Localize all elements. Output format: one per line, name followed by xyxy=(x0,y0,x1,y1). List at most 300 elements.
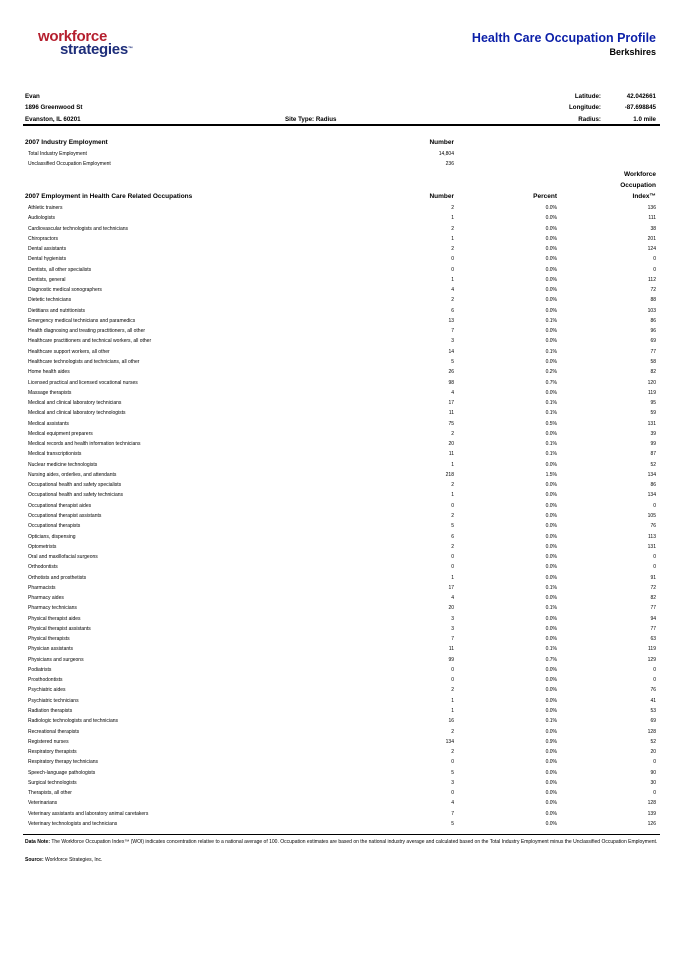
occupation-percent: 0.0% xyxy=(545,800,557,807)
occupation-index: 90 xyxy=(650,769,656,776)
occupation-number: 0 xyxy=(451,554,454,561)
table-row xyxy=(0,213,683,223)
occupation-number: 99 xyxy=(448,656,454,663)
occupation-index: 128 xyxy=(647,728,656,735)
occupation-name: Orthodontists xyxy=(28,564,58,571)
industry-unclassified-value: 236 xyxy=(445,161,454,167)
occupation-number: 11 xyxy=(448,646,454,653)
occupation-name: Orthotists and prosthetists xyxy=(28,574,87,581)
occupation-number: 75 xyxy=(448,420,454,427)
table-row xyxy=(0,419,683,429)
occupation-number: 6 xyxy=(451,533,454,540)
occupation-percent: 0.0% xyxy=(545,246,557,253)
occupation-index: 88 xyxy=(650,297,656,304)
occupation-number: 4 xyxy=(451,800,454,807)
occupation-index: 103 xyxy=(647,307,656,314)
occupation-name: Physical therapist aides xyxy=(28,615,81,622)
occupation-number: 6 xyxy=(451,307,454,314)
occupation-number: 0 xyxy=(451,502,454,509)
occupation-index: 134 xyxy=(647,492,656,499)
occupation-index: 52 xyxy=(650,461,656,468)
occupation-percent: 0.0% xyxy=(545,502,557,509)
table-row xyxy=(0,593,683,603)
source-label: Source: xyxy=(25,857,44,863)
data-note-text: The Workforce Occupation Index™ (WOI) indicates concentration relative to a national average of 100. Occupation estimates are based on the national industry average and calculated based on the Total Industry Employment minus the Unclassified Occupation Employment. xyxy=(51,839,658,845)
table-row xyxy=(0,542,683,552)
occupation-number: 1 xyxy=(451,574,454,581)
occupation-percent: 0.7% xyxy=(545,656,557,663)
occupation-name: Radiologic technologists and technicians xyxy=(28,718,119,725)
table-row xyxy=(0,336,683,346)
occupation-name: Podiatrists xyxy=(28,666,52,673)
occupation-number: 5 xyxy=(451,358,454,365)
occupation-name: Dietitians and nutritionists xyxy=(28,307,85,314)
table-row xyxy=(0,224,683,234)
occupation-index: 77 xyxy=(650,348,656,355)
occupation-number: 2 xyxy=(451,246,454,253)
occupation-percent: 0.1% xyxy=(545,584,557,591)
table-row xyxy=(0,716,683,726)
address-street: 1896 Greenwood St xyxy=(25,104,83,111)
occupation-name: Registered nurses xyxy=(28,738,69,745)
company-logo xyxy=(38,30,133,56)
occupation-index: 39 xyxy=(650,430,656,437)
occupation-number: 0 xyxy=(451,256,454,263)
occupation-index: 0 xyxy=(653,677,656,684)
occupation-number: 0 xyxy=(451,564,454,571)
occupation-name: Physicians and surgeons xyxy=(28,656,84,663)
occupation-index: 86 xyxy=(650,317,656,324)
table-row xyxy=(0,798,683,808)
occupation-index: 0 xyxy=(653,266,656,273)
occupation-name: Pharmacists xyxy=(28,584,56,591)
occupation-number: 2 xyxy=(451,749,454,756)
occupation-name: Physical therapist assistants xyxy=(28,625,91,632)
table-row xyxy=(0,665,683,675)
occupation-percent: 0.0% xyxy=(545,523,557,530)
occupation-percent: 0.0% xyxy=(545,358,557,365)
occupation-index: 38 xyxy=(650,225,656,232)
occupation-percent: 0.0% xyxy=(545,533,557,540)
occupations-percent-header: Percent xyxy=(533,193,557,200)
index-header-line-1: Workforce xyxy=(623,171,656,178)
occupation-index: 131 xyxy=(647,543,656,550)
occupation-index: 59 xyxy=(650,410,656,417)
occupation-number: 20 xyxy=(448,441,454,448)
table-row xyxy=(0,254,683,264)
table-row xyxy=(0,388,683,398)
occupation-number: 2 xyxy=(451,728,454,735)
table-row xyxy=(0,306,683,316)
occupation-index: 87 xyxy=(650,451,656,458)
table-row xyxy=(0,501,683,511)
occupation-name: Physician assistants xyxy=(28,646,74,653)
occupation-number: 7 xyxy=(451,810,454,817)
table-row xyxy=(0,573,683,583)
table-row xyxy=(0,460,683,470)
occupation-percent: 0.0% xyxy=(545,307,557,314)
occupation-index: 119 xyxy=(648,389,656,396)
occupation-number: 11 xyxy=(448,451,454,458)
occupation-name: Athletic trainers xyxy=(28,205,63,211)
occupation-index: 96 xyxy=(650,328,656,335)
occupation-number: 0 xyxy=(451,666,454,673)
occupation-percent: 0.0% xyxy=(545,636,557,643)
occupation-index: 0 xyxy=(653,790,656,797)
occupation-number: 14 xyxy=(448,348,454,355)
occupation-name: Medical equipment preparers xyxy=(28,430,93,437)
table-row xyxy=(0,316,683,326)
occupation-percent: 0.1% xyxy=(545,605,557,612)
occupation-name: Chiropractors xyxy=(28,235,59,242)
table-row xyxy=(0,521,683,531)
occupation-name: Medical and clinical laboratory technologists xyxy=(28,410,126,417)
occupation-index: 76 xyxy=(650,687,656,694)
occupation-name: Pharmacy technicians xyxy=(28,605,77,612)
occupation-index: 72 xyxy=(650,287,656,294)
occupation-number: 2 xyxy=(451,430,454,437)
occupation-index: 0 xyxy=(653,256,656,263)
occupation-index: 76 xyxy=(650,523,656,530)
table-row xyxy=(0,234,683,244)
occupation-index: 136 xyxy=(647,205,656,211)
occupation-name: Recreational therapists xyxy=(28,728,80,735)
occupation-index: 82 xyxy=(650,595,656,602)
occupation-percent: 0.0% xyxy=(545,554,557,561)
table-row xyxy=(0,285,683,295)
occupation-percent: 0.0% xyxy=(545,430,557,437)
occupation-number: 4 xyxy=(451,595,454,602)
occupations-heading: 2007 Employment in Health Care Related Occupations xyxy=(25,193,193,200)
occupation-number: 3 xyxy=(451,779,454,786)
occupation-name: Dietetic technicians xyxy=(28,297,72,304)
occupation-number: 16 xyxy=(448,718,454,725)
occupation-percent: 0.5% xyxy=(545,420,557,427)
occupations-table xyxy=(0,203,683,829)
occupation-name: Dental hygienists xyxy=(28,256,67,263)
table-row xyxy=(0,706,683,716)
occupation-number: 5 xyxy=(451,769,454,776)
table-row xyxy=(0,275,683,285)
occupation-name: Health diagnosing and treating practitioners, all other xyxy=(28,328,146,335)
occupation-percent: 0.0% xyxy=(545,266,557,273)
occupation-percent: 0.1% xyxy=(545,317,557,324)
occupation-name: Medical records and health information technicians xyxy=(28,441,141,448)
occupation-index: 0 xyxy=(653,554,656,561)
occupation-index: 69 xyxy=(650,338,656,345)
occupation-percent: 1.5% xyxy=(545,471,557,478)
occupation-percent: 0.0% xyxy=(545,482,557,489)
logo-line-1: workforce xyxy=(38,28,107,45)
longitude-value: -87.698845 xyxy=(624,104,656,111)
occupation-index: 94 xyxy=(650,615,656,622)
occupation-index: 124 xyxy=(647,246,656,253)
table-row xyxy=(0,603,683,613)
occupation-percent: 0.0% xyxy=(545,625,557,632)
occupation-number: 0 xyxy=(451,759,454,766)
occupation-name: Medical transcriptionists xyxy=(28,451,82,458)
header-divider xyxy=(23,124,660,126)
occupation-percent: 0.0% xyxy=(545,666,557,673)
table-row xyxy=(0,675,683,685)
occupation-index: 134 xyxy=(647,471,656,478)
occupation-name: Nuclear medicine technologists xyxy=(28,461,98,468)
table-row xyxy=(0,265,683,275)
table-row xyxy=(0,347,683,357)
occupation-number: 20 xyxy=(448,605,454,612)
logo-line-2 xyxy=(60,43,133,56)
occupation-index: 58 xyxy=(650,358,656,365)
occupation-name: Occupational therapist assistants xyxy=(28,512,102,519)
occupation-index: 0 xyxy=(653,666,656,673)
occupation-name: Massage therapists xyxy=(28,389,72,396)
occupation-name: Psychiatric technicians xyxy=(28,697,79,704)
occupation-name: Veterinary technologists and technicians xyxy=(28,820,118,827)
occupation-index: 91 xyxy=(650,574,656,581)
occupation-name: Radiation therapists xyxy=(28,708,73,715)
table-row xyxy=(0,552,683,562)
occupation-number: 11 xyxy=(448,410,454,417)
occupation-number: 3 xyxy=(451,338,454,345)
occupation-index: 63 xyxy=(650,636,656,643)
occupation-name: Dentists, all other specialists xyxy=(28,266,92,273)
latitude-value: 42.042661 xyxy=(626,93,656,100)
occupation-name: Medical assistants xyxy=(28,420,69,427)
table-row xyxy=(0,614,683,624)
occupation-percent: 0.0% xyxy=(545,564,557,571)
table-row xyxy=(0,244,683,254)
occupation-number: 4 xyxy=(451,287,454,294)
occupation-percent: 0.0% xyxy=(545,225,557,232)
table-row xyxy=(0,470,683,480)
table-row xyxy=(0,357,683,367)
occupation-name: Emergency medical technicians and paramedics xyxy=(28,317,136,324)
occupation-number: 5 xyxy=(451,820,454,827)
occupation-number: 4 xyxy=(451,389,454,396)
occupation-percent: 0.1% xyxy=(545,348,557,355)
industry-unclassified-label: Unclassified Occupation Employment xyxy=(28,161,111,167)
occupation-index: 72 xyxy=(650,584,656,591)
occupation-name: Speech-language pathologists xyxy=(28,769,96,776)
table-row xyxy=(0,203,683,213)
occupation-name: Nursing aides, orderlies, and attendants xyxy=(28,471,117,478)
address-name: Evan xyxy=(25,93,40,100)
occupation-number: 3 xyxy=(451,615,454,622)
occupation-index: 201 xyxy=(647,235,656,242)
occupation-index: 95 xyxy=(650,400,656,407)
occupation-number: 0 xyxy=(451,677,454,684)
occupation-percent: 0.0% xyxy=(545,461,557,468)
occupation-name: Healthcare practitioners and technical workers, all other xyxy=(28,338,152,345)
table-row xyxy=(0,367,683,377)
occupation-number: 0 xyxy=(451,266,454,273)
occupation-index: 30 xyxy=(650,779,656,786)
occupation-percent: 0.0% xyxy=(545,790,557,797)
occupation-index: 111 xyxy=(648,215,656,222)
occupation-index: 86 xyxy=(650,482,656,489)
occupation-percent: 0.0% xyxy=(545,328,557,335)
data-note-label: Data Note: xyxy=(25,839,51,845)
occupation-percent: 0.0% xyxy=(545,820,557,827)
address-city: Evanston, IL 60201 xyxy=(25,116,81,123)
occupation-name: Occupational therapists xyxy=(28,523,81,530)
occupation-percent: 0.0% xyxy=(545,297,557,304)
occupation-percent: 0.2% xyxy=(545,369,557,376)
occupation-number: 2 xyxy=(451,225,454,232)
occupation-name: Surgical technologists xyxy=(28,779,77,786)
table-row xyxy=(0,295,683,305)
occupation-percent: 0.0% xyxy=(545,338,557,345)
occupation-number: 134 xyxy=(445,738,454,745)
table-row xyxy=(0,685,683,695)
occupation-percent: 0.1% xyxy=(545,451,557,458)
occupation-percent: 0.7% xyxy=(545,379,557,386)
occupation-percent: 0.1% xyxy=(545,400,557,407)
occupation-number: 17 xyxy=(448,400,454,407)
occupation-name: Optometrists xyxy=(28,543,57,550)
occupation-number: 13 xyxy=(448,317,454,324)
occupation-percent: 0.0% xyxy=(545,235,557,242)
occupation-name: Dental assistants xyxy=(28,246,67,253)
occupation-index: 69 xyxy=(650,718,656,725)
table-row xyxy=(0,326,683,336)
occupation-number: 3 xyxy=(451,625,454,632)
occupation-name: Physical therapists xyxy=(28,636,70,643)
table-row xyxy=(0,562,683,572)
occupation-number: 98 xyxy=(448,379,454,386)
occupation-name: Cardiovascular technologists and technicians xyxy=(28,225,129,232)
occupation-number: 2 xyxy=(451,543,454,550)
occupation-name: Audiologists xyxy=(28,215,55,222)
occupation-index: 120 xyxy=(647,379,656,386)
table-row xyxy=(0,624,683,634)
occupation-index: 129 xyxy=(647,656,656,663)
occupation-number: 7 xyxy=(451,328,454,335)
occupation-number: 1 xyxy=(451,235,454,242)
occupation-percent: 0.0% xyxy=(545,256,557,263)
occupation-index: 128 xyxy=(647,800,656,807)
occupation-number: 1 xyxy=(451,461,454,468)
occupation-index: 77 xyxy=(650,605,656,612)
occupation-name: Oral and maxillofacial surgeons xyxy=(28,554,98,561)
table-row xyxy=(0,398,683,408)
occupation-number: 5 xyxy=(451,523,454,530)
occupation-percent: 0.0% xyxy=(545,697,557,704)
occupation-percent: 0.0% xyxy=(545,759,557,766)
industry-heading: 2007 Industry Employment xyxy=(25,139,108,146)
table-row xyxy=(0,378,683,388)
site-type: Site Type: Radius xyxy=(285,116,337,123)
logo-line-2-text: strategies xyxy=(60,41,128,58)
occupation-number: 1 xyxy=(451,276,454,283)
source-note xyxy=(25,857,102,863)
table-row xyxy=(0,747,683,757)
occupation-index: 112 xyxy=(648,276,656,283)
table-row xyxy=(0,696,683,706)
occupation-percent: 0.0% xyxy=(545,574,557,581)
occupation-name: Veterinarians xyxy=(28,800,58,807)
occupation-number: 2 xyxy=(451,205,454,211)
occupation-percent: 0.0% xyxy=(545,276,557,283)
occupation-percent: 0.0% xyxy=(545,287,557,294)
occupation-name: Healthcare support workers, all other xyxy=(28,348,110,355)
occupation-index: 131 xyxy=(647,420,656,427)
occupation-name: Medical and clinical laboratory technicians xyxy=(28,400,122,407)
occupation-percent: 0.0% xyxy=(545,595,557,602)
table-row xyxy=(0,449,683,459)
occupation-number: 2 xyxy=(451,297,454,304)
occupation-name: Occupational health and safety specialists xyxy=(28,482,122,489)
occupation-number: 17 xyxy=(448,584,454,591)
occupation-percent: 0.1% xyxy=(545,410,557,417)
occupation-number: 7 xyxy=(451,636,454,643)
occupation-index: 20 xyxy=(650,749,656,756)
occupation-percent: 0.0% xyxy=(545,512,557,519)
occupation-index: 0 xyxy=(653,502,656,509)
table-row xyxy=(0,408,683,418)
occupation-percent: 0.0% xyxy=(545,749,557,756)
occupation-name: Respiratory therapy technicians xyxy=(28,759,99,766)
occupation-percent: 0.0% xyxy=(545,728,557,735)
occupation-percent: 0.0% xyxy=(545,779,557,786)
occupation-index: 105 xyxy=(647,512,656,519)
industry-total-value: 14,804 xyxy=(438,151,454,157)
occupation-index: 119 xyxy=(648,646,656,653)
occupation-percent: 0.0% xyxy=(545,205,557,211)
occupation-name: Healthcare technologists and technicians, all other xyxy=(28,358,140,365)
occupation-number: 2 xyxy=(451,512,454,519)
occupation-name: Licensed practical and licensed vocational nurses xyxy=(28,379,138,386)
occupation-name: Home health aides xyxy=(28,369,70,376)
occupation-percent: 0.9% xyxy=(545,738,557,745)
occupation-name: Therapists, all other xyxy=(28,790,72,797)
occupation-number: 0 xyxy=(451,790,454,797)
table-row xyxy=(0,778,683,788)
occupation-name: Opticians, dispensing xyxy=(28,533,76,540)
radius-value: 1.0 mile xyxy=(633,116,656,123)
table-row xyxy=(0,768,683,778)
occupation-name: Occupational health and safety technicians xyxy=(28,492,124,499)
logo-trademark: ™ xyxy=(127,46,133,52)
occupation-number: 26 xyxy=(448,369,454,376)
table-row xyxy=(0,532,683,542)
index-header-line-2: Occupation xyxy=(620,182,656,189)
footer-divider xyxy=(23,834,660,835)
occupation-name: Prosthodontists xyxy=(28,677,63,684)
table-row xyxy=(0,788,683,798)
occupation-index: 126 xyxy=(647,820,656,827)
industry-total-label: Total Industry Employment xyxy=(28,151,87,157)
occupation-index: 113 xyxy=(648,533,656,540)
occupation-percent: 0.0% xyxy=(545,389,557,396)
industry-number-header: Number xyxy=(429,139,454,146)
table-row xyxy=(0,757,683,767)
occupation-number: 2 xyxy=(451,687,454,694)
radius-label: Radius: xyxy=(578,116,601,123)
occupation-percent: 0.0% xyxy=(545,687,557,694)
occupation-number: 1 xyxy=(451,697,454,704)
occupations-number-header: Number xyxy=(429,193,454,200)
table-row xyxy=(0,439,683,449)
occupation-percent: 0.0% xyxy=(545,615,557,622)
report-title: Health Care Occupation Profile xyxy=(471,31,656,45)
occupation-percent: 0.0% xyxy=(545,810,557,817)
occupation-percent: 0.0% xyxy=(545,215,557,222)
table-row xyxy=(0,480,683,490)
occupation-number: 1 xyxy=(451,492,454,499)
occupation-number: 1 xyxy=(451,215,454,222)
table-row xyxy=(0,819,683,829)
